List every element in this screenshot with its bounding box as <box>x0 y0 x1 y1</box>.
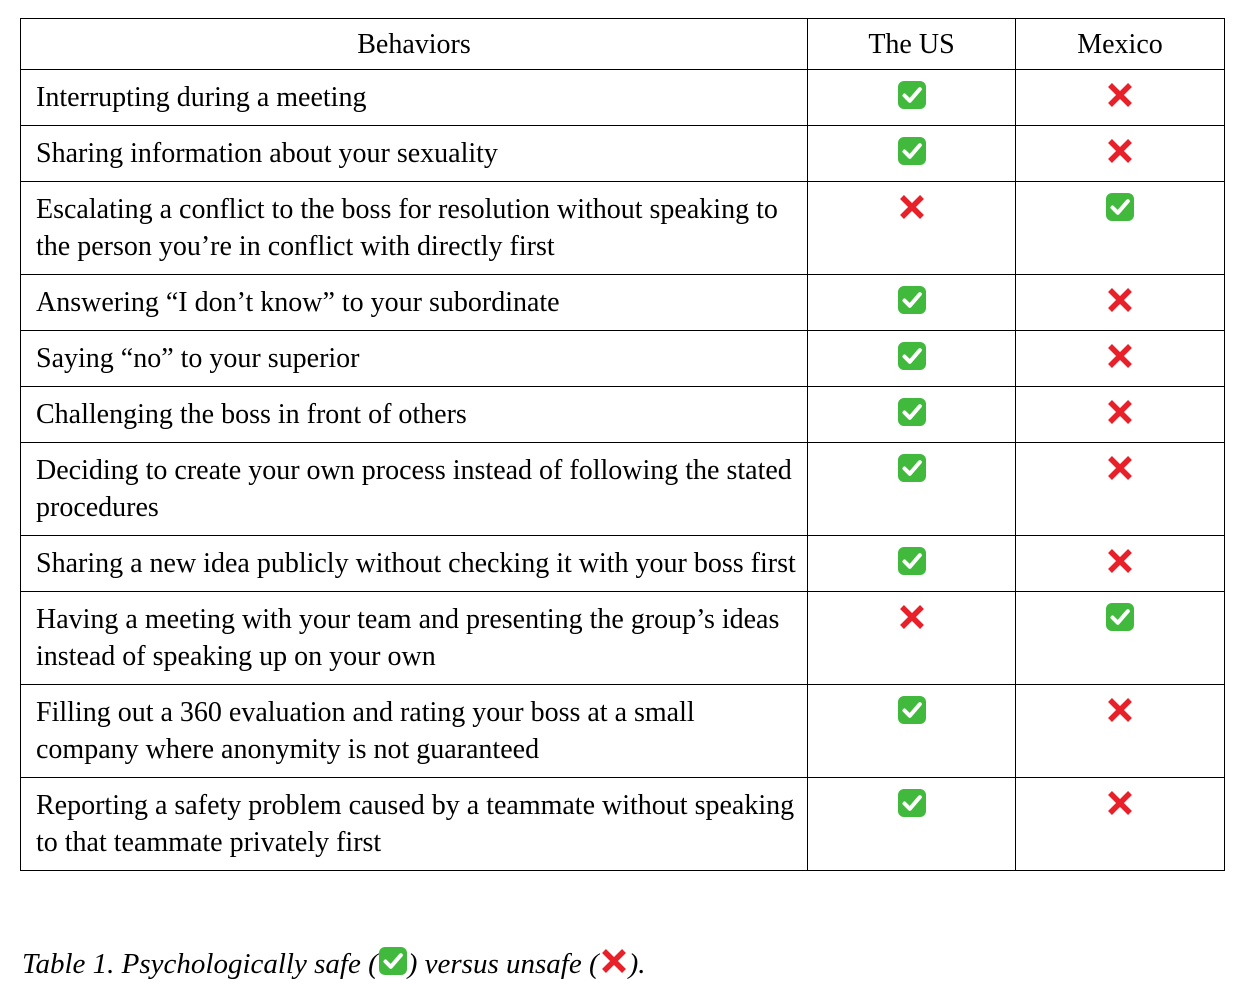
red-cross-icon <box>1105 80 1135 110</box>
behaviors-table <box>20 18 1225 871</box>
green-checkbox-icon <box>897 695 927 725</box>
table-row <box>21 387 1225 443</box>
caption-part-2: ) versus unsafe ( <box>407 948 599 980</box>
table-row <box>21 536 1225 592</box>
behavior-cell: Interrupting during a meeting <box>21 70 808 126</box>
red-cross-icon <box>1105 136 1135 166</box>
us-cell <box>808 778 1016 871</box>
red-cross-icon <box>599 946 629 976</box>
us-cell <box>808 275 1016 331</box>
red-cross-icon <box>897 192 927 222</box>
caption-part-1: Table 1. Psychologically safe ( <box>22 948 378 980</box>
table-row <box>21 70 1225 126</box>
behavior-cell: Sharing information about your sexuality <box>21 126 808 182</box>
mexico-cell <box>1016 592 1225 685</box>
table-row <box>21 182 1225 275</box>
behavior-cell: Challenging the boss in front of others <box>21 387 808 443</box>
green-checkbox-icon <box>897 453 927 483</box>
mexico-cell <box>1016 182 1225 275</box>
us-cell <box>808 536 1016 592</box>
green-checkbox-icon <box>1105 602 1135 632</box>
green-checkbox-icon <box>897 397 927 427</box>
green-checkbox-icon <box>378 946 408 976</box>
mexico-cell <box>1016 70 1225 126</box>
behavior-cell: Saying “no” to your superior <box>21 331 808 387</box>
table-row <box>21 685 1225 778</box>
us-cell <box>808 70 1016 126</box>
us-cell <box>808 126 1016 182</box>
red-cross-icon <box>1105 341 1135 371</box>
header-behaviors: Behaviors <box>21 19 808 70</box>
red-cross-icon <box>1105 695 1135 725</box>
table-row <box>21 331 1225 387</box>
us-cell <box>808 331 1016 387</box>
green-checkbox-icon <box>897 285 927 315</box>
behavior-cell: Sharing a new idea publicly without checking it with your boss first <box>21 536 808 592</box>
mexico-cell <box>1016 275 1225 331</box>
table-body <box>21 70 1225 871</box>
behavior-cell: Deciding to create your own process instead of following the stated procedures <box>21 443 808 536</box>
green-checkbox-icon <box>897 788 927 818</box>
mexico-cell <box>1016 443 1225 536</box>
red-cross-icon <box>1105 397 1135 427</box>
table-caption <box>22 944 646 984</box>
behavior-cell: Reporting a safety problem caused by a teammate without speaking to that teammate privately first <box>21 778 808 871</box>
behavior-cell: Filling out a 360 evaluation and rating your boss at a small company where anonymity is not guaranteed <box>21 685 808 778</box>
red-cross-icon <box>1105 285 1135 315</box>
green-checkbox-icon <box>1105 192 1135 222</box>
us-cell <box>808 182 1016 275</box>
mexico-cell <box>1016 778 1225 871</box>
table-row <box>21 126 1225 182</box>
us-cell <box>808 387 1016 443</box>
table-row <box>21 275 1225 331</box>
us-cell <box>808 685 1016 778</box>
red-cross-icon <box>1105 546 1135 576</box>
mexico-cell <box>1016 126 1225 182</box>
mexico-cell <box>1016 331 1225 387</box>
header-mexico: Mexico <box>1016 19 1225 70</box>
red-cross-icon <box>1105 788 1135 818</box>
behavior-cell: Escalating a conflict to the boss for resolution without speaking to the person you’re in conflict with directly first <box>21 182 808 275</box>
mexico-cell <box>1016 536 1225 592</box>
header-us: The US <box>808 19 1016 70</box>
us-cell <box>808 443 1016 536</box>
behavior-cell: Having a meeting with your team and presenting the group’s ideas instead of speaking up on your own <box>21 592 808 685</box>
mexico-cell <box>1016 685 1225 778</box>
table-row <box>21 443 1225 536</box>
table-row <box>21 778 1225 871</box>
green-checkbox-icon <box>897 80 927 110</box>
us-cell <box>808 592 1016 685</box>
green-checkbox-icon <box>897 341 927 371</box>
green-checkbox-icon <box>897 136 927 166</box>
table-header-row <box>21 19 1225 70</box>
mexico-cell <box>1016 387 1225 443</box>
green-checkbox-icon <box>897 546 927 576</box>
red-cross-icon <box>1105 453 1135 483</box>
caption-part-3: ). <box>628 948 646 980</box>
behavior-cell: Answering “I don’t know” to your subordinate <box>21 275 808 331</box>
red-cross-icon <box>897 602 927 632</box>
table-row <box>21 592 1225 685</box>
